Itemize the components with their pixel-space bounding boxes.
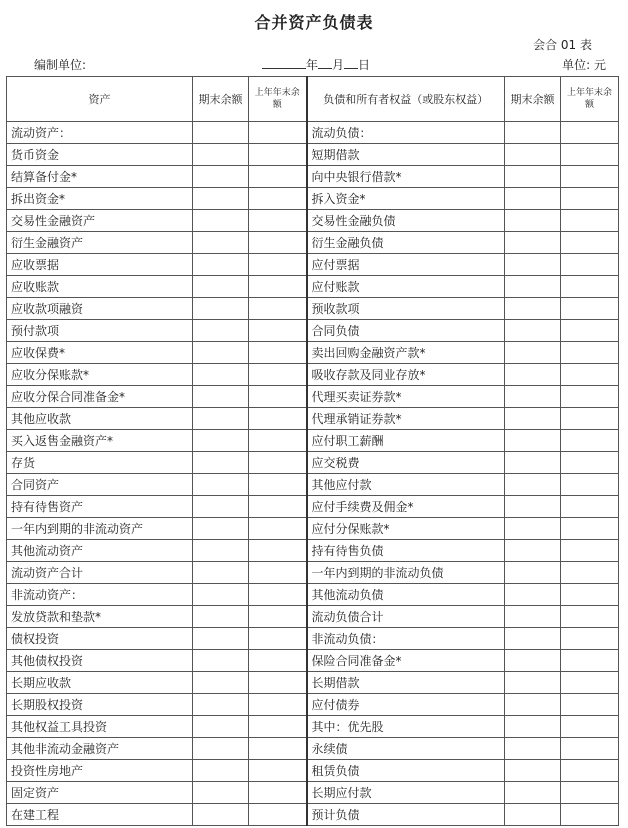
liability-item-label: 短期借款 (307, 144, 505, 166)
col-liab-end: 期末余额 (505, 77, 561, 122)
liability-item-label: 流动负债合计 (307, 606, 505, 628)
liability-item-label: 拆入资金* (307, 188, 505, 210)
table-row (7, 386, 619, 408)
asset-item-label: 应收票据 (7, 254, 193, 276)
liability-item-label: 合同负债 (307, 320, 505, 342)
header-meta (0, 56, 628, 74)
liability-prev-balance-cell (561, 144, 619, 166)
asset-prev-balance-cell (249, 210, 307, 232)
liability-item-label: 应付职工薪酬 (307, 430, 505, 452)
liability-prev-balance-cell (561, 166, 619, 188)
liability-item-label: 吸收存款及同业存放* (307, 364, 505, 386)
asset-item-label: 交易性金融资产 (7, 210, 193, 232)
month-blank (318, 56, 332, 69)
asset-prev-balance-cell (249, 562, 307, 584)
liability-end-balance-cell (505, 408, 561, 430)
table-row (7, 716, 619, 738)
liability-end-balance-cell (505, 276, 561, 298)
asset-prev-balance-cell (249, 408, 307, 430)
liability-item-label: 租赁负债 (307, 760, 505, 782)
form-code: 会合 01 表 (533, 38, 592, 52)
asset-end-balance-cell (193, 188, 249, 210)
asset-item-label: 持有待售资产 (7, 496, 193, 518)
asset-end-balance-cell (193, 584, 249, 606)
liability-end-balance-cell (505, 122, 561, 144)
liability-end-balance-cell (505, 694, 561, 716)
liability-item-label: 应付账款 (307, 276, 505, 298)
liability-end-balance-cell (505, 232, 561, 254)
asset-end-balance-cell (193, 386, 249, 408)
liability-item-label: 代理承销证券款* (307, 408, 505, 430)
asset-item-label: 货币资金 (7, 144, 193, 166)
asset-prev-balance-cell (249, 672, 307, 694)
asset-prev-balance-cell (249, 782, 307, 804)
asset-item-label: 在建工程 (7, 804, 193, 826)
asset-end-balance-cell (193, 320, 249, 342)
asset-prev-balance-cell (249, 276, 307, 298)
liability-prev-balance-cell (561, 386, 619, 408)
liability-end-balance-cell (505, 716, 561, 738)
table-row (7, 254, 619, 276)
asset-prev-balance-cell (249, 474, 307, 496)
liability-prev-balance-cell (561, 320, 619, 342)
table-body (7, 122, 619, 826)
asset-end-balance-cell (193, 804, 249, 826)
asset-prev-balance-cell (249, 342, 307, 364)
liability-end-balance-cell (505, 628, 561, 650)
col-assets-end: 期末余额 (193, 77, 249, 122)
year-label: 年 (306, 58, 319, 72)
liability-end-balance-cell (505, 738, 561, 760)
asset-item-label: 其他权益工具投资 (7, 716, 193, 738)
table-row (7, 694, 619, 716)
liability-end-balance-cell (505, 320, 561, 342)
asset-prev-balance-cell (249, 452, 307, 474)
liability-end-balance-cell (505, 584, 561, 606)
liability-prev-balance-cell (561, 408, 619, 430)
liability-prev-balance-cell (561, 672, 619, 694)
table-row (7, 518, 619, 540)
table-row (7, 166, 619, 188)
table-row (7, 232, 619, 254)
asset-prev-balance-cell (249, 364, 307, 386)
liability-end-balance-cell (505, 518, 561, 540)
asset-prev-balance-cell (249, 518, 307, 540)
liability-prev-balance-cell (561, 628, 619, 650)
asset-item-label: 预付款项 (7, 320, 193, 342)
liability-end-balance-cell (505, 254, 561, 276)
asset-prev-balance-cell (249, 232, 307, 254)
table-row (7, 298, 619, 320)
asset-item-label: 应收分保账款* (7, 364, 193, 386)
liability-end-balance-cell (505, 364, 561, 386)
liability-end-balance-cell (505, 144, 561, 166)
asset-end-balance-cell (193, 210, 249, 232)
asset-prev-balance-cell (249, 188, 307, 210)
liability-item-label: 交易性金融负债 (307, 210, 505, 232)
table-row (7, 276, 619, 298)
asset-prev-balance-cell (249, 650, 307, 672)
liability-prev-balance-cell (561, 804, 619, 826)
table-row (7, 650, 619, 672)
table-row (7, 320, 619, 342)
asset-end-balance-cell (193, 760, 249, 782)
asset-prev-balance-cell (249, 584, 307, 606)
liability-prev-balance-cell (561, 584, 619, 606)
asset-item-label: 流动资产： (7, 122, 193, 144)
liability-end-balance-cell (505, 298, 561, 320)
asset-item-label: 债权投资 (7, 628, 193, 650)
table-row (7, 606, 619, 628)
col-liab-prev: 上年年末余额 (561, 77, 619, 122)
table-row (7, 122, 619, 144)
asset-prev-balance-cell (249, 628, 307, 650)
liability-prev-balance-cell (561, 540, 619, 562)
liability-prev-balance-cell (561, 738, 619, 760)
liability-item-label: 预计负债 (307, 804, 505, 826)
liability-item-label: 应交税费 (307, 452, 505, 474)
asset-prev-balance-cell (249, 738, 307, 760)
month-label: 月 (332, 58, 345, 72)
table-row (7, 474, 619, 496)
asset-prev-balance-cell (249, 386, 307, 408)
liability-end-balance-cell (505, 650, 561, 672)
table-row (7, 562, 619, 584)
liability-prev-balance-cell (561, 298, 619, 320)
liability-prev-balance-cell (561, 760, 619, 782)
asset-prev-balance-cell (249, 804, 307, 826)
asset-end-balance-cell (193, 452, 249, 474)
asset-item-label: 拆出资金* (7, 188, 193, 210)
asset-item-label: 存货 (7, 452, 193, 474)
liability-prev-balance-cell (561, 474, 619, 496)
liability-end-balance-cell (505, 386, 561, 408)
col-assets-prev: 上年年末余额 (249, 77, 307, 122)
asset-item-label: 非流动资产： (7, 584, 193, 606)
table-row (7, 672, 619, 694)
liability-item-label: 保险合同准备金* (307, 650, 505, 672)
liability-item-label: 应付票据 (307, 254, 505, 276)
asset-end-balance-cell (193, 122, 249, 144)
table-row (7, 144, 619, 166)
liability-end-balance-cell (505, 562, 561, 584)
asset-item-label: 合同资产 (7, 474, 193, 496)
asset-end-balance-cell (193, 694, 249, 716)
liability-prev-balance-cell (561, 782, 619, 804)
asset-prev-balance-cell (249, 144, 307, 166)
date-line (262, 56, 370, 73)
table-row (7, 408, 619, 430)
liability-item-label: 其他应付款 (307, 474, 505, 496)
asset-end-balance-cell (193, 144, 249, 166)
liability-item-label: 衍生金融负债 (307, 232, 505, 254)
asset-prev-balance-cell (249, 760, 307, 782)
liability-prev-balance-cell (561, 562, 619, 584)
liability-prev-balance-cell (561, 342, 619, 364)
liability-item-label: 预收款项 (307, 298, 505, 320)
liability-item-label: 卖出回购金融资产款* (307, 342, 505, 364)
asset-end-balance-cell (193, 474, 249, 496)
liability-prev-balance-cell (561, 232, 619, 254)
liability-item-label: 一年内到期的非流动负债 (307, 562, 505, 584)
asset-item-label: 其他非流动金融资产 (7, 738, 193, 760)
table-row (7, 540, 619, 562)
asset-end-balance-cell (193, 496, 249, 518)
liability-end-balance-cell (505, 166, 561, 188)
liability-prev-balance-cell (561, 210, 619, 232)
asset-end-balance-cell (193, 364, 249, 386)
asset-prev-balance-cell (249, 496, 307, 518)
asset-end-balance-cell (193, 430, 249, 452)
table-row (7, 188, 619, 210)
asset-prev-balance-cell (249, 122, 307, 144)
table-row (7, 430, 619, 452)
col-assets: 资产 (7, 77, 193, 122)
asset-end-balance-cell (193, 606, 249, 628)
liability-end-balance-cell (505, 782, 561, 804)
asset-prev-balance-cell (249, 166, 307, 188)
liability-prev-balance-cell (561, 430, 619, 452)
table-header-row (7, 77, 619, 122)
asset-item-label: 流动资产合计 (7, 562, 193, 584)
year-blank (262, 56, 306, 69)
liability-item-label: 代理买卖证券款* (307, 386, 505, 408)
asset-item-label: 固定资产 (7, 782, 193, 804)
asset-item-label: 长期股权投资 (7, 694, 193, 716)
table-row (7, 452, 619, 474)
liability-item-label: 其他流动负债 (307, 584, 505, 606)
liability-end-balance-cell (505, 606, 561, 628)
liability-prev-balance-cell (561, 276, 619, 298)
asset-item-label: 买入返售金融资产* (7, 430, 193, 452)
liability-item-label: 应付分保账款* (307, 518, 505, 540)
page-title: 合并资产负债表 (254, 13, 374, 32)
liability-item-label: 非流动负债： (307, 628, 505, 650)
liability-end-balance-cell (505, 760, 561, 782)
asset-prev-balance-cell (249, 606, 307, 628)
liability-prev-balance-cell (561, 518, 619, 540)
liability-prev-balance-cell (561, 606, 619, 628)
asset-prev-balance-cell (249, 320, 307, 342)
asset-item-label: 一年内到期的非流动资产 (7, 518, 193, 540)
asset-end-balance-cell (193, 408, 249, 430)
asset-end-balance-cell (193, 342, 249, 364)
table-row (7, 738, 619, 760)
liability-end-balance-cell (505, 452, 561, 474)
col-liabilities: 负债和所有者权益（或股东权益） (307, 77, 505, 122)
unit-label: 单位: 元 (562, 58, 606, 72)
liability-prev-balance-cell (561, 364, 619, 386)
table-row (7, 364, 619, 386)
asset-end-balance-cell (193, 628, 249, 650)
liability-item-label: 长期借款 (307, 672, 505, 694)
liability-item-label: 永续债 (307, 738, 505, 760)
asset-end-balance-cell (193, 232, 249, 254)
day-blank (344, 56, 358, 69)
asset-item-label: 结算备付金* (7, 166, 193, 188)
asset-prev-balance-cell (249, 430, 307, 452)
asset-prev-balance-cell (249, 716, 307, 738)
asset-end-balance-cell (193, 254, 249, 276)
table-row (7, 804, 619, 826)
asset-end-balance-cell (193, 738, 249, 760)
liability-prev-balance-cell (561, 716, 619, 738)
table-row (7, 628, 619, 650)
liability-prev-balance-cell (561, 694, 619, 716)
asset-end-balance-cell (193, 518, 249, 540)
asset-item-label: 应收账款 (7, 276, 193, 298)
asset-prev-balance-cell (249, 540, 307, 562)
table-row (7, 342, 619, 364)
table-row (7, 496, 619, 518)
asset-item-label: 应收保费* (7, 342, 193, 364)
asset-item-label: 长期应收款 (7, 672, 193, 694)
liability-end-balance-cell (505, 540, 561, 562)
liability-item-label: 持有待售负债 (307, 540, 505, 562)
asset-item-label: 应收款项融资 (7, 298, 193, 320)
liability-end-balance-cell (505, 188, 561, 210)
liability-end-balance-cell (505, 496, 561, 518)
liability-item-label: 长期应付款 (307, 782, 505, 804)
table-row (7, 584, 619, 606)
liability-end-balance-cell (505, 474, 561, 496)
asset-end-balance-cell (193, 540, 249, 562)
liability-end-balance-cell (505, 210, 561, 232)
day-label: 日 (358, 58, 371, 72)
asset-end-balance-cell (193, 650, 249, 672)
liability-item-label: 其中：优先股 (307, 716, 505, 738)
table-row (7, 760, 619, 782)
liability-prev-balance-cell (561, 254, 619, 276)
asset-prev-balance-cell (249, 298, 307, 320)
asset-end-balance-cell (193, 716, 249, 738)
liability-end-balance-cell (505, 672, 561, 694)
asset-item-label: 衍生金融资产 (7, 232, 193, 254)
asset-prev-balance-cell (249, 254, 307, 276)
asset-end-balance-cell (193, 298, 249, 320)
asset-item-label: 其他应收款 (7, 408, 193, 430)
asset-end-balance-cell (193, 562, 249, 584)
asset-end-balance-cell (193, 672, 249, 694)
liability-end-balance-cell (505, 804, 561, 826)
asset-end-balance-cell (193, 782, 249, 804)
asset-item-label: 投资性房地产 (7, 760, 193, 782)
asset-item-label: 其他流动资产 (7, 540, 193, 562)
liability-item-label: 应付手续费及佣金* (307, 496, 505, 518)
liability-prev-balance-cell (561, 122, 619, 144)
table-row (7, 782, 619, 804)
liability-prev-balance-cell (561, 452, 619, 474)
liability-item-label: 向中央银行借款* (307, 166, 505, 188)
asset-item-label: 其他债权投资 (7, 650, 193, 672)
liability-end-balance-cell (505, 430, 561, 452)
prepared-by-label: 编制单位: (34, 58, 87, 72)
asset-end-balance-cell (193, 166, 249, 188)
asset-item-label: 发放贷款和垫款* (7, 606, 193, 628)
balance-sheet-table (6, 76, 619, 826)
table-row (7, 210, 619, 232)
liability-prev-balance-cell (561, 496, 619, 518)
liability-prev-balance-cell (561, 188, 619, 210)
asset-prev-balance-cell (249, 694, 307, 716)
asset-end-balance-cell (193, 276, 249, 298)
asset-item-label: 应收分保合同准备金* (7, 386, 193, 408)
liability-item-label: 应付债券 (307, 694, 505, 716)
liability-prev-balance-cell (561, 650, 619, 672)
liability-end-balance-cell (505, 342, 561, 364)
liability-item-label: 流动负债： (307, 122, 505, 144)
